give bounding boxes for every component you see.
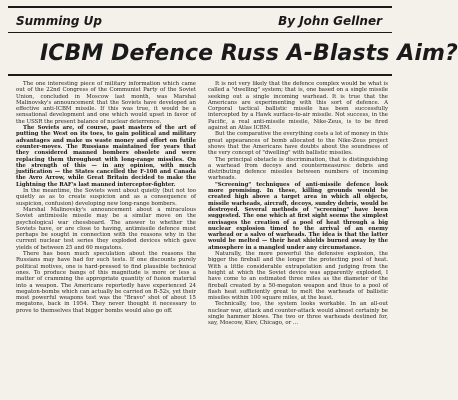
paragraph: In the meantime, the Soviets went about quietly (but not too quietly as as to create suspicion and as a consequence of suspicion, confusion) developing new long-range bombers. bbox=[16, 188, 196, 207]
paragraph: But the comparative the everything costs a lot of money in this great appearances of bomb allocated to the Nike-Zeus project shows that the Americans have doubts about the soundness of the very concept of "dwelling" with ballistic missiles. bbox=[208, 131, 388, 157]
headline-rule bbox=[8, 74, 392, 76]
paragraph: "Screening" techniques of anti-missile defence look more promising. In these, killing grounds would be created high above a target area in which all objects, missile warheads, aircraft, decoys, sundry debris, would be destroyed. Several methods of "screening" have been suggested. The one which at first sight seems the simplest envisages the creation of a pool of heat through a big nuclear explosion timed to the arrival of an enemy warhead or a salvo of warheads. The idea is that the latter would be melted — their heat shields burned away by the atmosphere in a mangled under any circumstance. bbox=[208, 181, 388, 251]
left-column bbox=[16, 81, 196, 395]
header-rule bbox=[8, 32, 392, 33]
headline: ICBM Defence Russ A-Blasts Aim? bbox=[40, 41, 458, 66]
paragraph: There has been much speculation about the reasons the Russians may have had for such tests. If one discounts purely political motives, one is hard-pressed to find plausible technical ones. To produce bangs of this magnitude is more or less a matter of cramming the appropriate quantity of fusion material into a weapon. The Americans reportedly have experienced 24 megaton-bombs which can actually be carried on B-52s, yet their most powerful weapons test was the "Bravo" shot of about 15 megatons, back in 1954. They never thought it necessary to prove to themselves that bigger bombs would also go off. bbox=[16, 251, 196, 314]
paragraph: Naturally, the more powerful the defensive explosion, the bigger the fireball and the longer the protecting pool of heat. With a little considerable extrapolation and judging from the height at which the Soviet device was apparently exploded, I have come to an estimated three miles as the diameter of the fireball created by a 50-megaton weapon and thus to a pool of flash heat sufficiently great to melt the warheads of ballistic missiles within 100 square miles, at the least. bbox=[208, 251, 388, 302]
paragraph: Technically, too, the system looks workable. In an all-out nuclear war, attack and counter-attack would almost certainly be single hammer blows. The two or three warheads destined for, say, Moscow, Kiev, Chicago, or ... bbox=[208, 301, 388, 327]
right-column bbox=[208, 81, 388, 395]
paragraph: It is not very likely that the defence complex would be what is called a "dwelling" system; that is, one based on a single missile seeking out a single incoming warhead. It is true that the Americans are experimenting with this sort of defence. A Corporal tactical ballistic missile has been successfully intercepted by a Hawk surface-to-air missile. Not success, in the Pacific, a real anti-missile missile, Nike-Zeus, is to be fired against an Atlas ICBM. bbox=[208, 81, 388, 132]
paragraph: The principal obstacle is discrimination, that is distinguishing a warhead from decoys and countermeasures: debris and distributing defence missiles between numbers of incoming warheads. bbox=[208, 156, 388, 182]
paragraph: The Soviets are, of course, past masters of the art of putting the West on its toes, to gain political and military advantages and make us waste money and effort on futile counter-moves. The Russians maintained for years that they considered manned bombers obsolete and were replacing them throughout with long-range missiles. On the strength of this — in any opinion, with much justification — the States cancelled the F-108 and Canada the Avro Arrow, while Great Britain decided to make the Lightning the RAF's last manned interceptor-fighter. bbox=[16, 125, 196, 188]
paragraph: Marshal Malinovsky's announcement about a miraculous Soviet antimissile missile may be a similar move on the psychological war chessboard. The answer to whether the Soviets have, or are close to having, antimissile defence must perhaps be sought in connection with the reasons why in the current nuclear test series they exploded devices which gave yields of between 25 and 60 megatons. bbox=[16, 206, 196, 251]
section-title: Summing Up bbox=[16, 14, 102, 28]
paragraph: The one interesting piece of military information which came out of the 22nd Congress of the Communist Party of the Soviet Union, concluded in Moscow last month, was Marshal Malinovsky's announcement that the Soviets have developed an effective anti-ICBM missile. If this was true, it would be a sensational development and one which would upset in favor of the USSR the present balance of nuclear deterrence. bbox=[16, 81, 196, 125]
top-rule bbox=[8, 6, 392, 8]
byline: By John Gellner bbox=[278, 14, 382, 28]
